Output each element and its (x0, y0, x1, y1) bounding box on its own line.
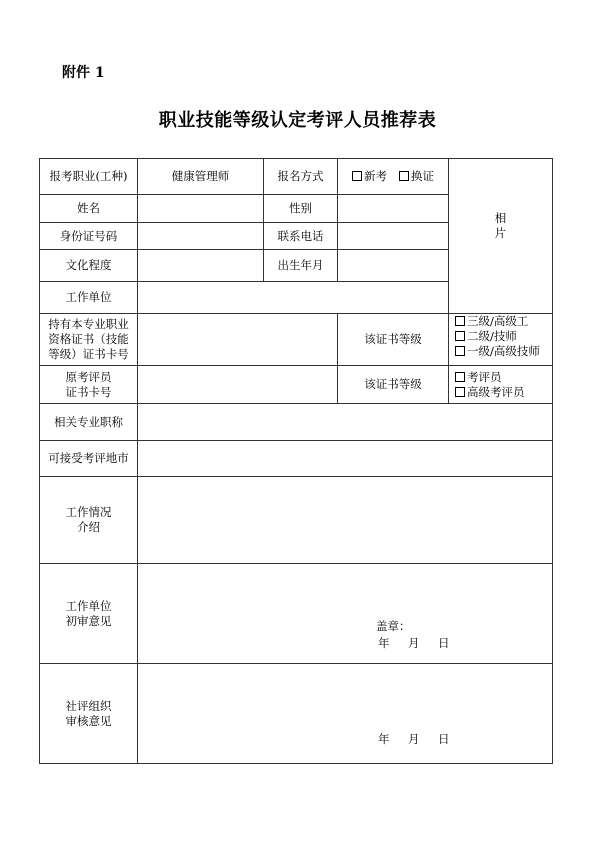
examiner-level-label: 该证书等级 (338, 366, 449, 404)
signup-method-label: 报名方式 (264, 159, 338, 195)
checkbox-icon[interactable] (455, 346, 465, 356)
checkbox-icon[interactable] (455, 316, 465, 326)
professional-title-label: 相关专业职称 (40, 404, 138, 441)
occupation-value[interactable]: 健康管理师 (138, 159, 264, 195)
gender-label: 性别 (264, 195, 338, 223)
org-date-year: 年 (378, 732, 390, 746)
checkbox-icon[interactable] (455, 331, 465, 341)
signup-method-options (338, 159, 449, 195)
senior-examiner-option[interactable]: 高级考评员 (455, 385, 525, 400)
exam-city-label: 可接受考评地市 (40, 441, 138, 477)
examiner-level-options (449, 366, 553, 404)
org-date-month: 月 (408, 732, 420, 746)
birth-label: 出生年月 (264, 250, 338, 282)
signup-option-renew[interactable]: 换证 (399, 169, 434, 184)
org-opinion-field[interactable] (138, 664, 553, 764)
recommendation-form-table (39, 158, 553, 764)
org-date-day: 日 (438, 732, 450, 746)
photo-label-1: 相 (494, 211, 507, 225)
checkbox-icon[interactable] (455, 372, 465, 382)
id-label: 身份证号码 (40, 223, 138, 250)
page-title: 职业技能等级认定考评人员推荐表 (158, 110, 437, 131)
photo-area[interactable] (449, 159, 553, 314)
cert-level-options (449, 314, 553, 366)
birth-field[interactable] (338, 250, 449, 282)
examiner-option[interactable]: 考评员 (455, 370, 502, 385)
occupation-label: 报考职业(工种) (40, 159, 138, 195)
checkbox-icon[interactable] (352, 171, 362, 181)
unit-date-month: 月 (408, 636, 420, 650)
examiner-cert-label: 原考评员 证书卡号 (40, 366, 138, 404)
org-opinion-label: 社评组织 审核意见 (40, 664, 138, 764)
cert-level-option-3[interactable]: 三级/高级工 (455, 314, 528, 329)
work-intro-field[interactable] (138, 477, 553, 564)
signup-option-new[interactable]: 新考 (352, 169, 387, 184)
cert-level-option-1[interactable]: 一级/高级技师 (455, 344, 540, 359)
name-label: 姓名 (40, 195, 138, 223)
id-field[interactable] (138, 223, 264, 250)
education-field[interactable] (138, 250, 264, 282)
cert-label: 持有本专业职业 资格证书（技能 等级）证书卡号 (40, 314, 138, 366)
professional-title-field[interactable] (138, 404, 553, 441)
exam-city-field[interactable] (138, 441, 553, 477)
unit-date-year: 年 (378, 636, 390, 650)
checkbox-icon[interactable] (399, 171, 409, 181)
cert-level-label: 该证书等级 (338, 314, 449, 366)
phone-field[interactable] (338, 223, 449, 250)
work-unit-label: 工作单位 (40, 282, 138, 314)
unit-date-day: 日 (438, 636, 450, 650)
cert-number-field[interactable] (138, 314, 338, 366)
photo-label-2: 片 (494, 226, 507, 240)
education-label: 文化程度 (40, 250, 138, 282)
work-intro-label: 工作情况 介绍 (40, 477, 138, 564)
name-field[interactable] (138, 195, 264, 223)
phone-label: 联系电话 (264, 223, 338, 250)
work-unit-field[interactable] (138, 282, 449, 314)
unit-opinion-label: 工作单位 初审意见 (40, 564, 138, 664)
examiner-cert-field[interactable] (138, 366, 338, 404)
unit-opinion-field[interactable] (138, 564, 553, 664)
gender-field[interactable] (338, 195, 449, 223)
seal-label: 盖章： (376, 619, 411, 633)
attachment-label: 附件 1 (62, 65, 105, 81)
cert-level-option-2[interactable]: 二级/技师 (455, 329, 517, 344)
checkbox-icon[interactable] (455, 387, 465, 397)
